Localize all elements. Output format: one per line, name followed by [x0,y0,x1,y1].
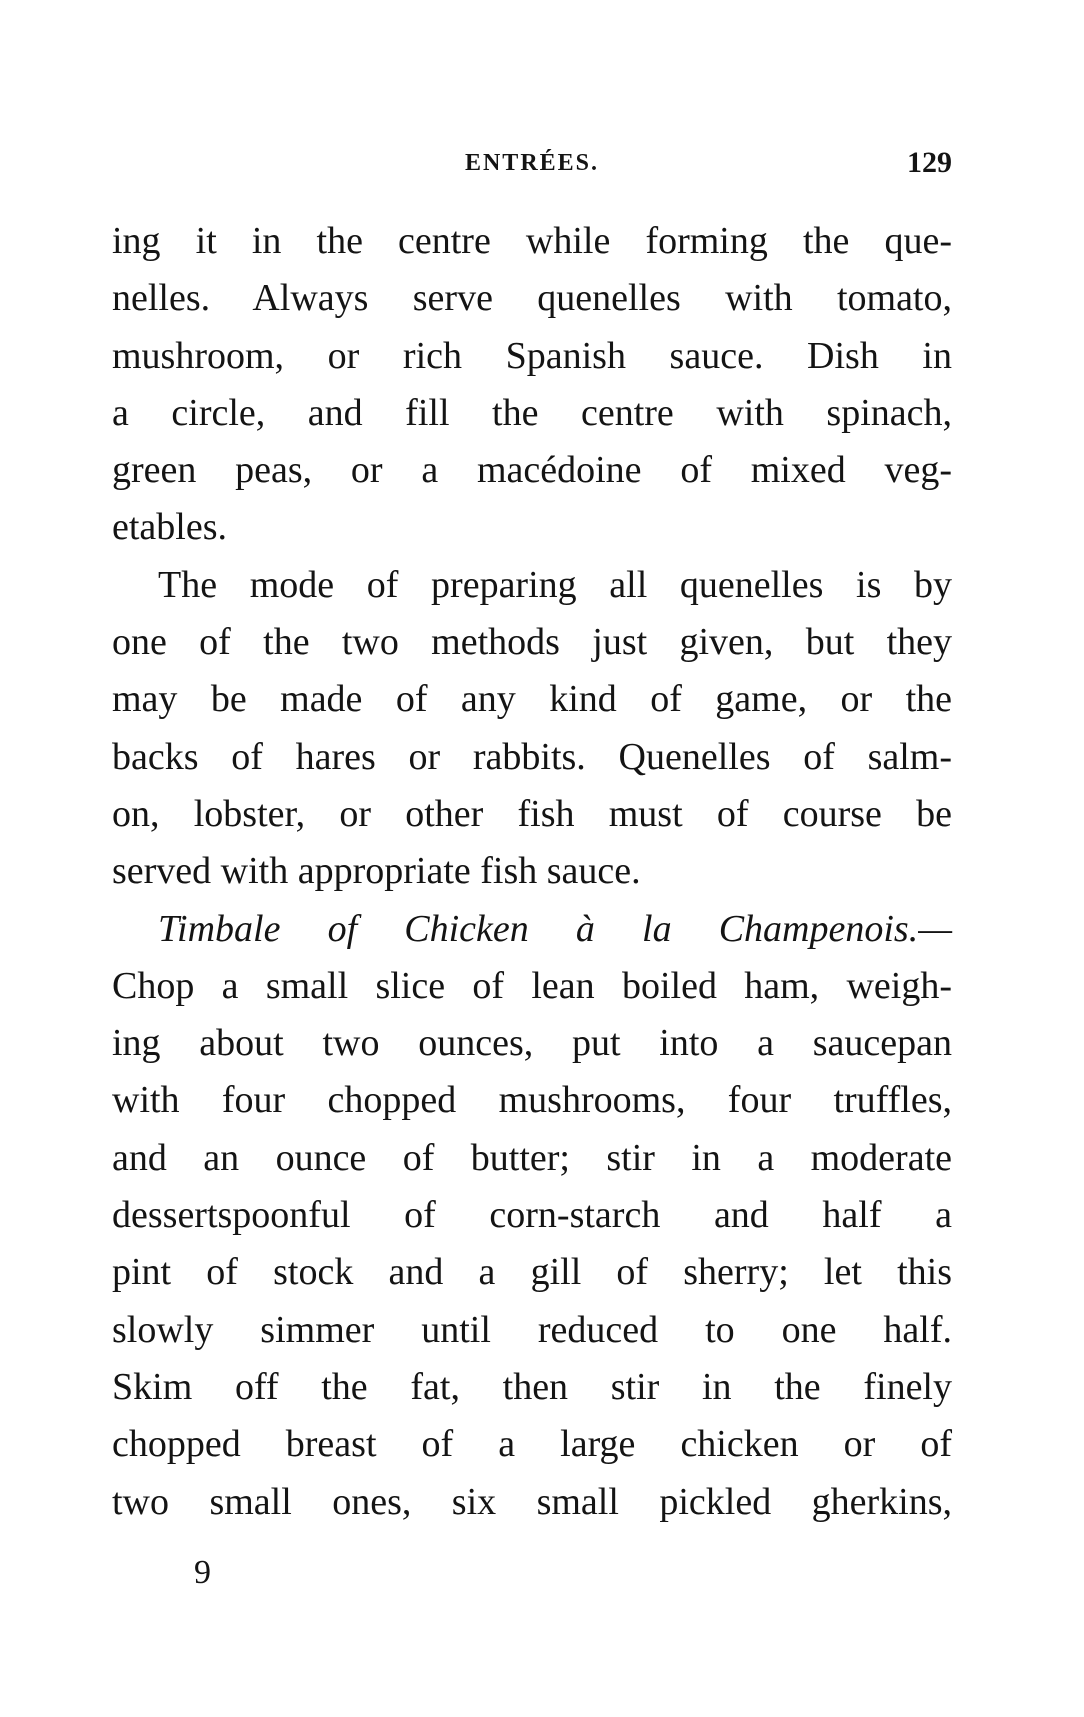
text-line: with four chopped mushrooms, four truffles, [112,1079,952,1122]
running-title: ENTRÉES. [464,150,600,176]
text-line: dessertspoonful of corn-starch and half a [112,1194,952,1237]
running-head [112,146,952,186]
text-line: chopped breast of a large chicken or of [112,1423,952,1466]
text-line: The mode of preparing all quenelles is by [158,563,952,606]
text-line: one of the two methods just given, but they [112,621,952,664]
text-line: green peas, or a macédoine of mixed veg- [112,449,952,492]
text-line: etables. [112,506,228,549]
text-line: backs of hares or rabbits. Quenelles of salm- [112,735,952,778]
body-text [112,213,952,1531]
text-line: may be made of any kind of game, or the [112,678,952,721]
text-line: slowly simmer until reduced to one half. [112,1308,952,1351]
text-line: Skim off the fat, then stir in the finely [112,1365,952,1408]
text-line: pint of stock and a gill of sherry; let this [112,1251,952,1294]
text-line: a circle, and fill the centre with spinach, [112,391,952,434]
text-line: ing it in the centre while forming the que- [112,220,952,262]
signature-mark: 9 [194,1554,211,1591]
text-line: mushroom, or rich Spanish sauce. Dish in [112,334,952,377]
text-line: and an ounce of butter; stir in a moderate [112,1136,952,1179]
page-number: 129 [907,146,952,179]
text-line: two small ones, six small pickled gherkins, [112,1480,952,1523]
text-line: Chop a small slice of lean boiled ham, weigh- [112,964,952,1007]
recipe-title: Timbale of Chicken à la Champenois.— [158,907,952,950]
text-line: served with appropriate fish sauce. [112,850,641,893]
text-line: on, lobster, or other fish must of course be [112,792,952,835]
text-line: ing about two ounces, put into a saucepan [112,1022,952,1065]
text-line: nelles. Always serve quenelles with tomato, [112,277,952,320]
